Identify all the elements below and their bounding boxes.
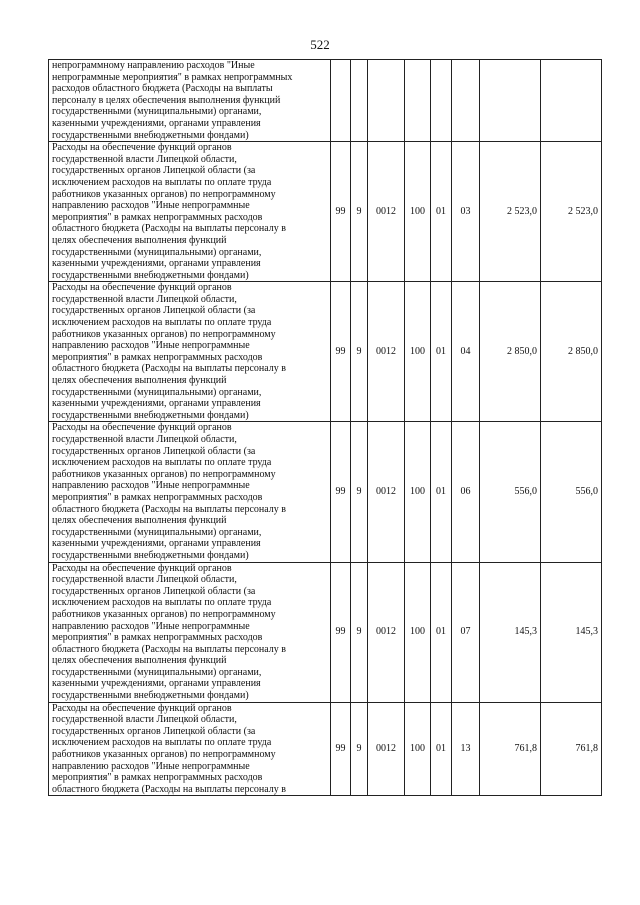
cell-amount-2: 2 850,0 — [541, 282, 602, 422]
cell-code-4: 100 — [405, 422, 431, 562]
table-row — [49, 60, 602, 142]
cell-code-6: 07 — [452, 562, 480, 702]
cell-code-1: 99 — [331, 142, 351, 282]
cell-code-6: 04 — [452, 282, 480, 422]
cell-code-2 — [351, 60, 368, 142]
row-description: Расходы на обеспечение функций органов государственной власти Липецкой области, государственных органов Липецкой области (за исключением расходов на выплаты по оплате труда работников указанных органов) по непрограммному направлению расходов "Иные непрограммные мероприятия" в рамках непрограммных расходов областного бюджета (Расходы на выплаты персоналу в целях обеспечения выполнения функций государственными (муниципальными) органами, казенными учреждениями, органами управления государственными внебюджетными фондами) — [49, 422, 331, 562]
cell-code-5: 01 — [431, 562, 452, 702]
cell-amount-1: 556,0 — [480, 422, 541, 562]
cell-code-4: 100 — [405, 282, 431, 422]
cell-code-5: 01 — [431, 702, 452, 796]
cell-code-5: 01 — [431, 282, 452, 422]
cell-amount-1: 2 850,0 — [480, 282, 541, 422]
cell-code-2: 9 — [351, 282, 368, 422]
row-description: непрограммному направлению расходов "Иные непрограммные мероприятия" в рамках непрограммных расходов областного бюджета (Расходы на выплаты персоналу в целях обеспечения выполнения функций государственными (муниципальными) органами, казенными учреждениями, органами управления государственными внебюджетными фондами) — [49, 60, 331, 142]
cell-amount-2: 145,3 — [541, 562, 602, 702]
cell-code-4: 100 — [405, 702, 431, 796]
cell-amount-1 — [480, 60, 541, 142]
row-description: Расходы на обеспечение функций органов государственной власти Липецкой области, государственных органов Липецкой области (за исключением расходов на выплаты по оплате труда работников указанных органов) по непрограммному направлению расходов "Иные непрограммные мероприятия" в рамках непрограммных расходов областного бюджета (Расходы на выплаты персоналу в целях обеспечения выполнения функций государственными (муниципальными) органами, казенными учреждениями, органами управления государственными внебюджетными фондами) — [49, 282, 331, 422]
cell-code-6 — [452, 60, 480, 142]
cell-code-4: 100 — [405, 562, 431, 702]
cell-code-5: 01 — [431, 422, 452, 562]
cell-code-1: 99 — [331, 702, 351, 796]
table-row — [49, 422, 602, 562]
cell-code-3: 0012 — [368, 562, 405, 702]
cell-amount-2: 556,0 — [541, 422, 602, 562]
cell-code-6: 13 — [452, 702, 480, 796]
cell-amount-1: 145,3 — [480, 562, 541, 702]
cell-code-5 — [431, 60, 452, 142]
cell-amount-2: 2 523,0 — [541, 142, 602, 282]
cell-code-2: 9 — [351, 702, 368, 796]
budget-table — [48, 59, 602, 796]
table-row — [49, 562, 602, 702]
table-row — [49, 282, 602, 422]
cell-amount-1: 761,8 — [480, 702, 541, 796]
cell-code-3 — [368, 60, 405, 142]
row-description: Расходы на обеспечение функций органов государственной власти Липецкой области, государственных органов Липецкой области (за исключением расходов на выплаты по оплате труда работников указанных органов) по непрограммному направлению расходов "Иные непрограммные мероприятия" в рамках непрограммных расходов областного бюджета (Расходы на выплаты персоналу в целях обеспечения выполнения функций государственными (муниципальными) органами, казенными учреждениями, органами управления государственными внебюджетными фондами) — [49, 142, 331, 282]
cell-amount-2 — [541, 60, 602, 142]
row-description: Расходы на обеспечение функций органов государственной власти Липецкой области, государственных органов Липецкой области (за исключением расходов на выплаты по оплате труда работников указанных органов) по непрограммному направлению расходов "Иные непрограммные мероприятия" в рамках непрограммных расходов областного бюджета (Расходы на выплаты персоналу в целях обеспечения выполнения функций государственными (муниципальными) органами, казенными учреждениями, органами управления государственными внебюджетными фондами) — [49, 562, 331, 702]
cell-code-2: 9 — [351, 142, 368, 282]
cell-code-5: 01 — [431, 142, 452, 282]
page-number: 522 — [310, 37, 330, 52]
cell-code-4 — [405, 60, 431, 142]
cell-code-2: 9 — [351, 562, 368, 702]
cell-code-3: 0012 — [368, 422, 405, 562]
cell-code-3: 0012 — [368, 702, 405, 796]
table-row — [49, 142, 602, 282]
cell-code-3: 0012 — [368, 282, 405, 422]
cell-code-1: 99 — [331, 562, 351, 702]
table-row — [49, 702, 602, 796]
cell-code-6: 06 — [452, 422, 480, 562]
cell-code-1: 99 — [331, 282, 351, 422]
cell-amount-2: 761,8 — [541, 702, 602, 796]
row-description: Расходы на обеспечение функций органов государственной власти Липецкой области, государственных органов Липецкой области (за исключением расходов на выплаты по оплате труда работников указанных органов) по непрограммному направлению расходов "Иные непрограммные мероприятия" в рамках непрограммных расходов областного бюджета (Расходы на выплаты персоналу в — [49, 702, 331, 796]
cell-code-6: 03 — [452, 142, 480, 282]
cell-code-2: 9 — [351, 422, 368, 562]
cell-code-4: 100 — [405, 142, 431, 282]
cell-amount-1: 2 523,0 — [480, 142, 541, 282]
cell-code-1: 99 — [331, 422, 351, 562]
cell-code-3: 0012 — [368, 142, 405, 282]
cell-code-1 — [331, 60, 351, 142]
